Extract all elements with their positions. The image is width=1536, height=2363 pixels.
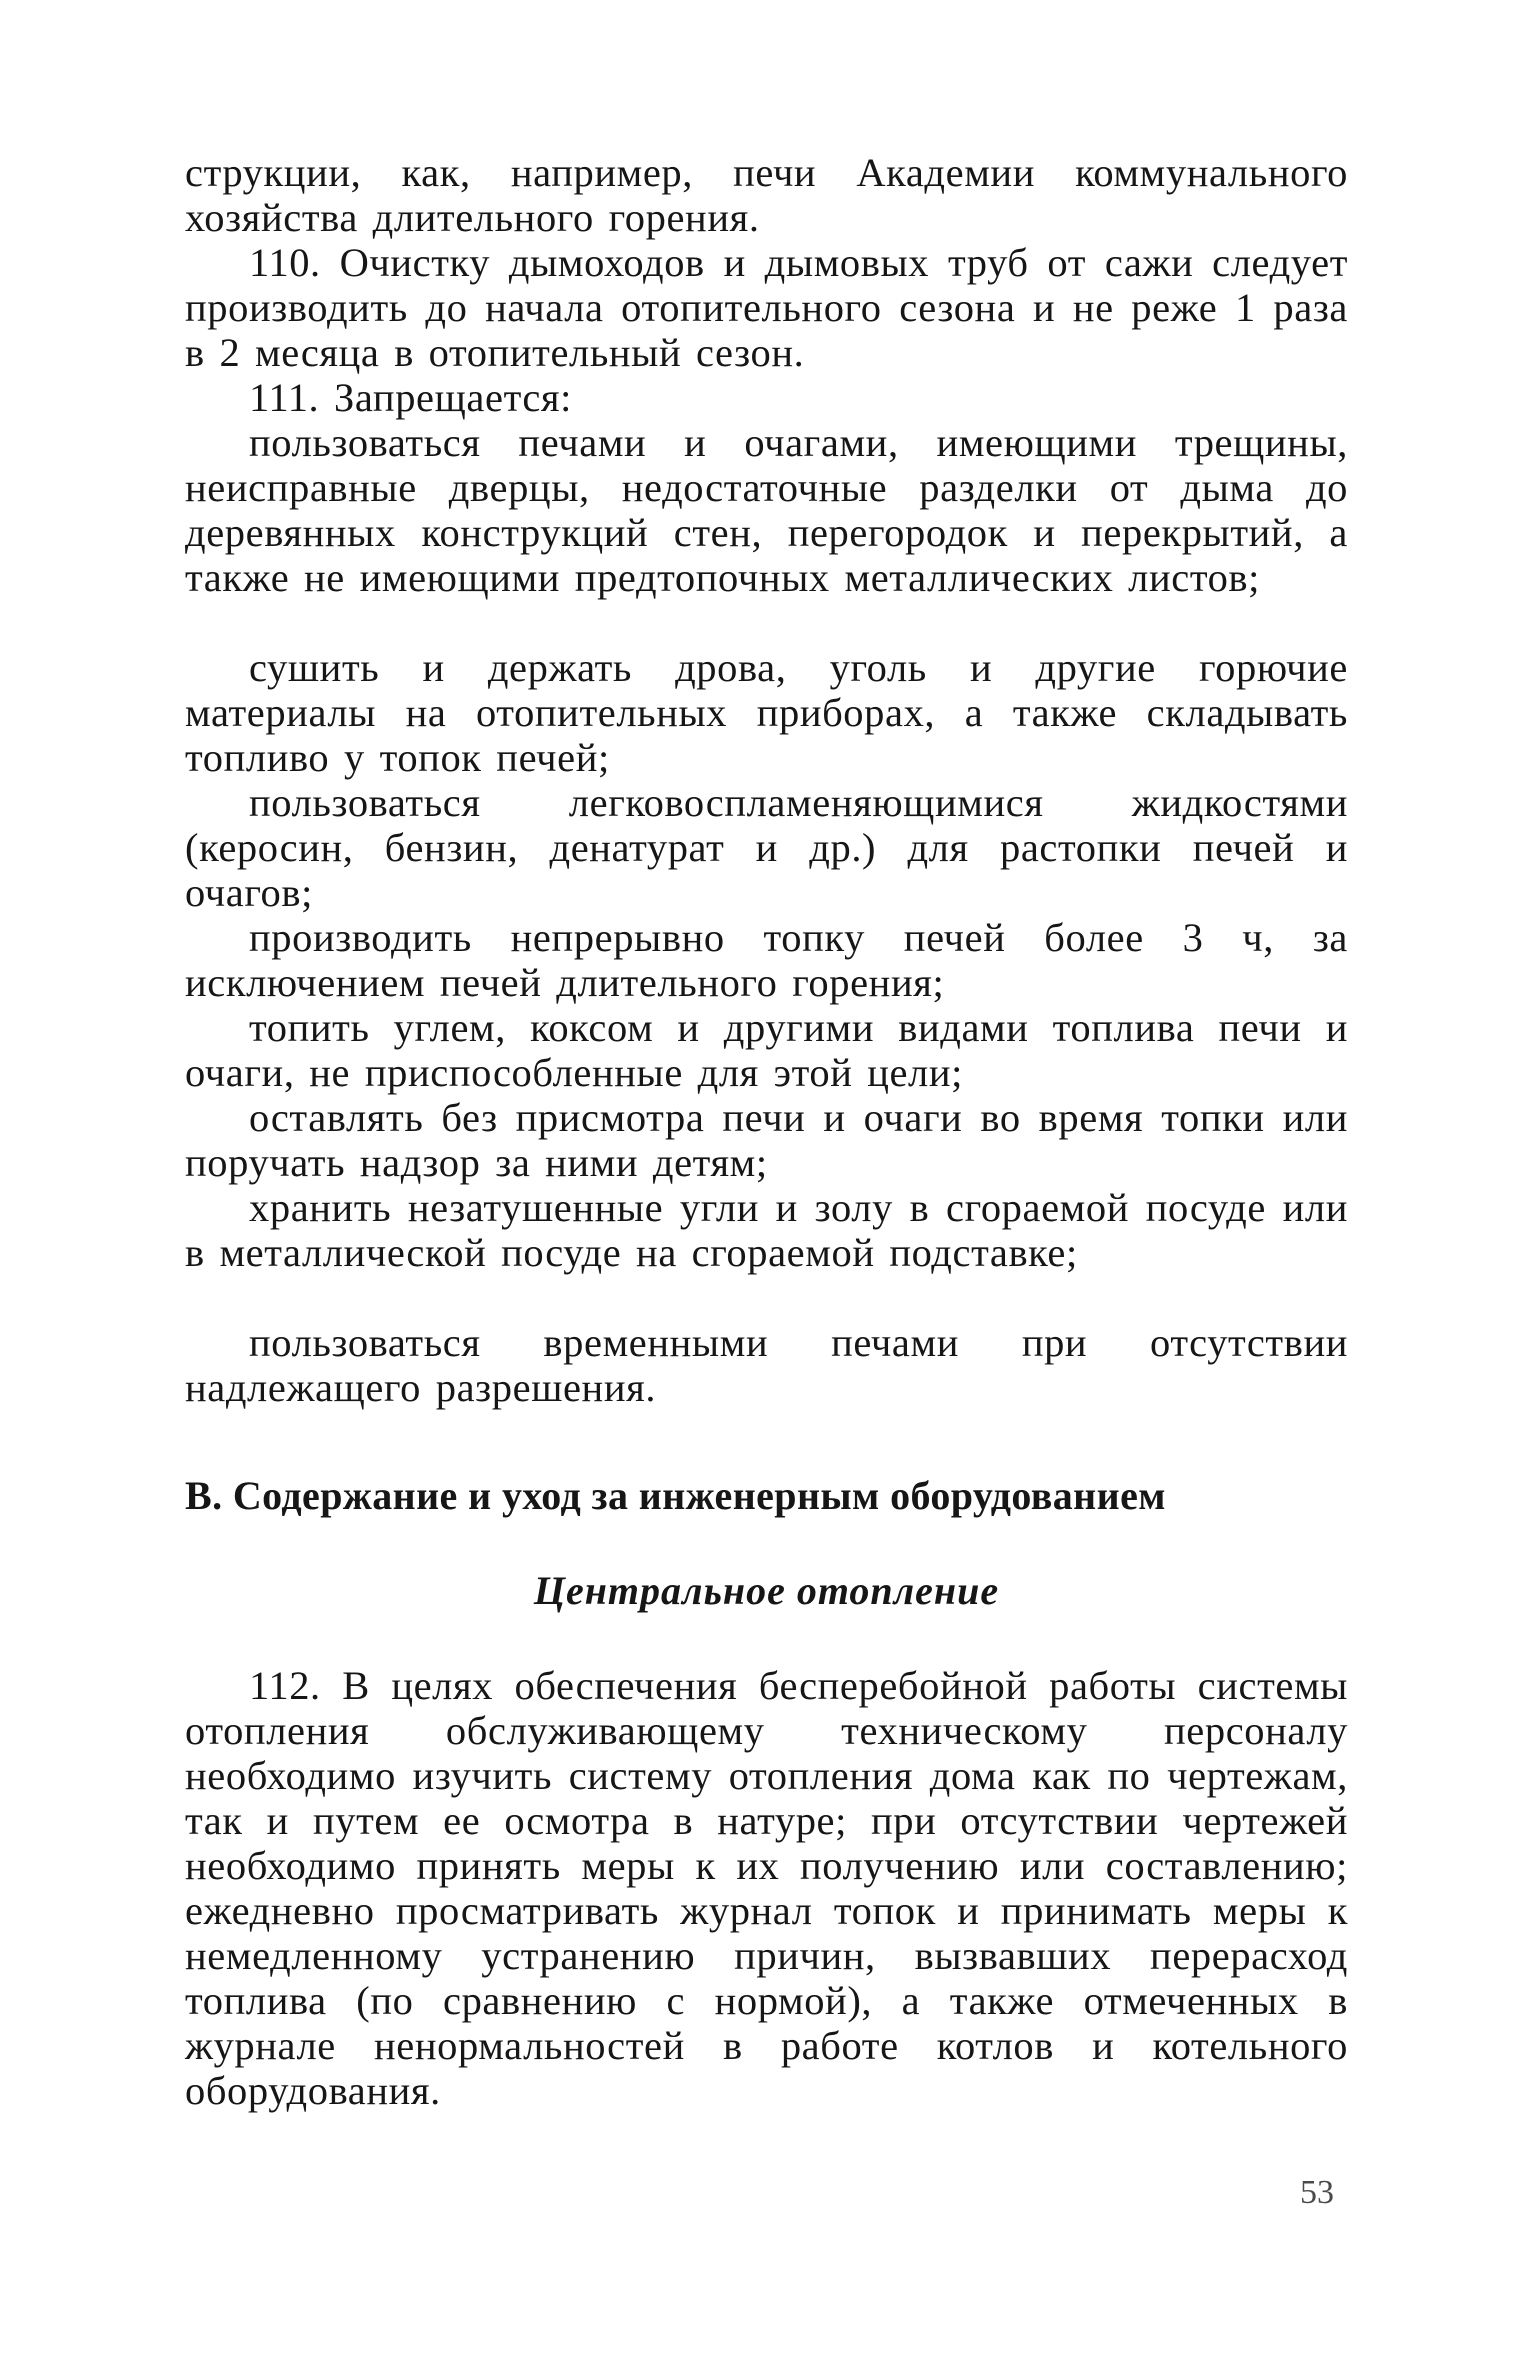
section-heading: В. Содержание и уход за инженерным оборудованием <box>185 1473 1166 1518</box>
prohibition-item: сушить и держать дрова, уголь и другие горючие материалы на отопительных приборах, а также складывать топливо у топок печей; <box>185 645 1348 780</box>
page-body <box>185 150 1348 2113</box>
paragraph-111-intro: 111. Запрещается: <box>249 375 573 420</box>
prohibition-item: пользоваться легковоспламеняющимися жидкостями (керосин, бензин, денатурат и др.) для растопки печей и очагов; <box>185 780 1348 915</box>
prohibitions-list <box>185 420 1348 1410</box>
prohibition-item: хранить незатушенные угли и золу в сгораемой посуде или в металлической посуде на сгораемой подставке; <box>185 1185 1348 1275</box>
prohibition-item: пользоваться печами и очагами, имеющими трещины, неисправные дверцы, недостаточные разделки от дыма до деревянных конструкций стен, перегородок и перекрытий, а также не имеющими предтопочных металлических листов; <box>185 420 1348 600</box>
paragraph-112: 112. В целях обеспечения бесперебойной работы системы отопления обслуживающему техническому персоналу необходимо изучить систему отопления дома как по чертежам, так и путем ее осмотра в натуре; при отсутствии чертежей необходимо принять меры к их получению или составлению; ежедневно просматривать журнал топок и принимать меры к немедленному устранению причин, вызвавших перерасход топлива (по сравнению с нормой), а также отмеченных в журнале ненормальностей в работе котлов и котельного оборудования. <box>185 1663 1348 2113</box>
paragraph-110: 110. Очистку дымоходов и дымовых труб от сажи следует производить до начала отопительного сезона и не реже 1 раза в 2 месяца в отопительный сезон. <box>185 240 1348 375</box>
prohibition-item: топить углем, коксом и другими видами топлива печи и очаги, не приспособленные для этой цели; <box>185 1005 1348 1095</box>
prohibition-item: пользоваться временными печами при отсутствии надлежащего разрешения. <box>185 1320 1348 1410</box>
prohibition-item: производить непрерывно топку печей более 3 ч, за исключением печей длительного горения; <box>185 915 1348 1005</box>
subsection-heading: Центральное отопление <box>533 1568 1000 1613</box>
prohibition-item: оставлять без присмотра печи и очаги во время топки или поручать надзор за ними детям; <box>185 1095 1348 1185</box>
page-number: 53 <box>1300 2174 1334 2211</box>
intro-paragraph: струкции, как, например, печи Академии коммунального хозяйства длительного горения. <box>185 150 1348 240</box>
